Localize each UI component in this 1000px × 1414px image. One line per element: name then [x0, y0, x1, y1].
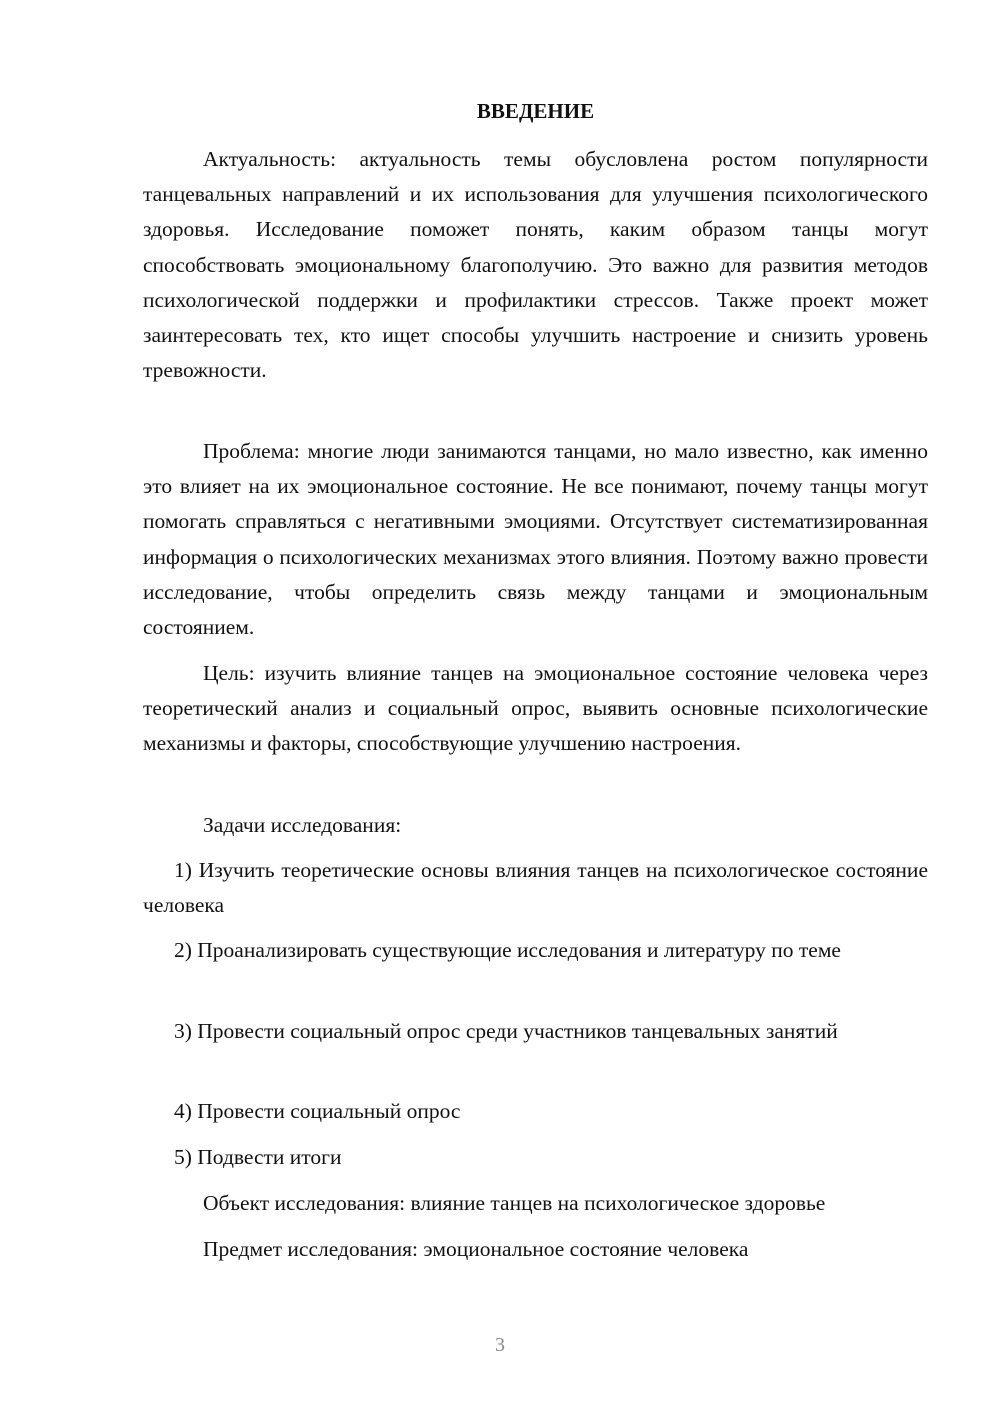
task-item-2: 2) Проанализировать существующие исследования и литературу по теме: [174, 938, 841, 962]
goal-paragraph: Цель: изучить влияние танцев на эмоциональное состояние человека через теоретический анализ и социальный опрос, выявить основные психологические механизмы и факторы, способствующие улучшению настроения.: [143, 661, 928, 756]
task-item-3: 3) Провести социальный опрос среди участников танцевальных занятий: [174, 1019, 838, 1043]
research-object: Объект исследования: влияние танцев на психологическое здоровье: [203, 1191, 826, 1215]
tasks-heading: Задачи исследования:: [203, 813, 402, 837]
task-item-5: 5) Подвести итоги: [174, 1145, 342, 1169]
section-heading: ВВЕДЕНИЕ: [476, 99, 595, 123]
relevance-paragraph: Актуальность: актуальность темы обусловлена ростом популярности танцевальных направлений и их использования для улучшения психологического здоровья. Исследование поможет понять, каким образом танцы могут способствовать эмоциональному благополучию. Это важно для развития методов психологической поддержки и профилактики стрессов. Также проект может заинтересовать тех, кто ищет способы улучшить настроение и снизить уровень тревожности.: [143, 147, 928, 383]
task-item-4: 4) Провести социальный опрос: [174, 1099, 461, 1123]
problem-paragraph: Проблема: многие люди занимаются танцами, но мало известно, как именно это влияет на их эмоциональное состояние. Не все понимают, почему танцы могут помогать справляться с негативными эмоциями. Отсутствует систематизированная информация о психологических механизмах этого влияния. Поэтому важно провести исследование, чтобы определить связь между танцами и эмоциональным состоянием.: [143, 439, 928, 640]
research-subject: Предмет исследования: эмоциональное состояние человека: [203, 1237, 749, 1261]
page-number: 3: [495, 1334, 505, 1356]
task-item-1: 1) Изучить теоретические основы влияния танцев на психологическое состояние человека: [143, 858, 928, 918]
